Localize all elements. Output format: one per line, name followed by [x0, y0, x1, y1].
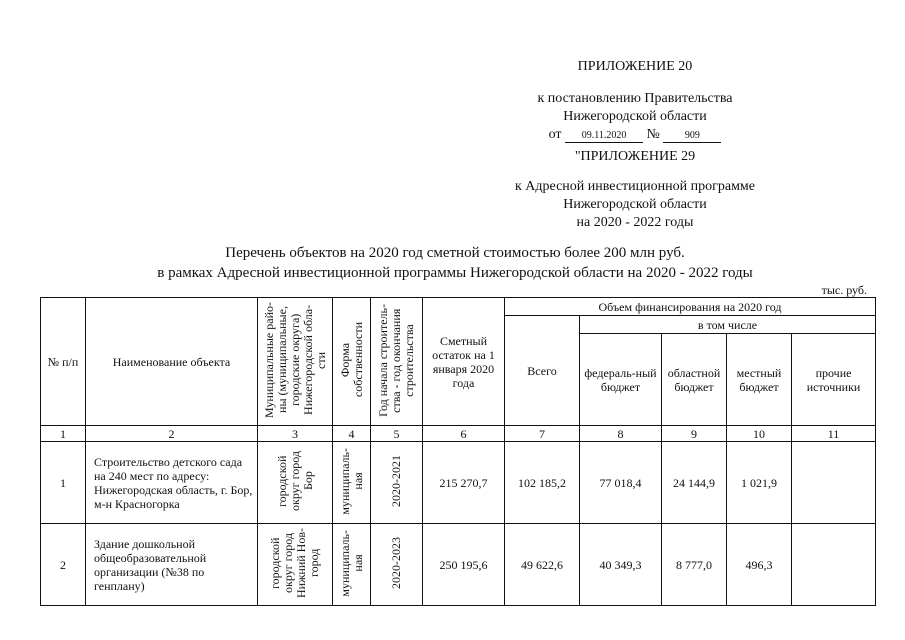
header-row-1	[41, 298, 876, 316]
col-number: 10	[727, 426, 792, 442]
appendix-29-line-3: на 2020 - 2022 годы	[576, 215, 694, 230]
col-number: 1	[41, 426, 86, 442]
header-name: Наименование объекта	[86, 298, 258, 426]
header-years-text: Год начала строитель- ства - год окончания строительства	[376, 303, 416, 417]
row-total: 102 185,2	[505, 442, 580, 524]
header-funding: Объем финансирования на 2020 год	[505, 298, 876, 316]
document-heading	[100, 243, 810, 283]
row-other	[792, 442, 876, 524]
row-years	[371, 442, 423, 524]
header-years	[371, 298, 423, 426]
column-number-row	[41, 426, 876, 442]
header-total: Всего	[505, 316, 580, 426]
col-number: 9	[662, 426, 727, 442]
table-row	[41, 442, 876, 524]
decree-date-line	[500, 126, 770, 144]
table-row	[41, 524, 876, 606]
row-regional: 24 144,9	[662, 442, 727, 524]
row-ownership	[333, 524, 371, 606]
appendix-29-title: "ПРИЛОЖЕНИЕ 29	[574, 149, 696, 164]
decree-date: 09.11.2020	[565, 130, 643, 143]
header-including: в том числе	[580, 316, 876, 334]
row-name: Строительство детского сада на 240 мест по адресу: Нижегородская область, г. Бор, м-н Красногорка	[86, 442, 258, 524]
appendix-title: ПРИЛОЖЕНИЕ 20	[577, 59, 693, 74]
row-district	[258, 442, 333, 524]
row-local: 496,3	[727, 524, 792, 606]
col-number: 6	[423, 426, 505, 442]
header-district	[258, 298, 333, 426]
row-num: 2	[41, 524, 86, 606]
appendix-29-header	[485, 148, 785, 232]
row-other	[792, 524, 876, 606]
row-local: 1 021,9	[727, 442, 792, 524]
row-regional: 8 777,0	[662, 524, 727, 606]
heading-line-2: в рамках Адресной инвестиционной программы Нижегородской области на 2020 - 2022 годы	[157, 265, 753, 281]
col-number: 8	[580, 426, 662, 442]
appendix-line-2: Нижегородской области	[563, 109, 707, 124]
appendix-header	[500, 58, 770, 144]
row-district-text: городской округ город Нижний Нов- город	[268, 528, 321, 598]
row-ownership	[333, 442, 371, 524]
date-prefix: от	[548, 127, 562, 142]
units-label: тыс. руб.	[821, 283, 867, 297]
row-ownership-text: муниципаль- ная	[337, 529, 365, 597]
appendix-29-line-2: Нижегородской области	[563, 197, 707, 212]
col-number: 3	[258, 426, 333, 442]
decree-number: 909	[663, 130, 721, 143]
header-balance: Сметный остаток на 1 января 2020 года	[423, 298, 505, 426]
objects-table	[40, 297, 876, 606]
number-prefix: №	[646, 127, 660, 142]
col-number: 4	[333, 426, 371, 442]
row-years-text: 2020-2023	[389, 537, 403, 589]
col-number: 7	[505, 426, 580, 442]
header-district-text: Муниципальные райо- ны (муниципальные, городские округа) Нижегородской обла- сти	[261, 302, 328, 418]
row-name: Здание дошкольной общеобразовательной организации (№38 по генплану)	[86, 524, 258, 606]
row-district-text: городской округ город Бор	[274, 451, 315, 511]
heading-line-1: Перечень объектов на 2020 год сметной стоимостью более 200 млн руб.	[225, 245, 685, 261]
header-federal: федераль-ный бюджет	[580, 334, 662, 426]
row-ownership-text: муниципаль- ная	[337, 447, 365, 515]
row-federal: 77 018,4	[580, 442, 662, 524]
header-regional: областной бюджет	[662, 334, 727, 426]
row-total: 49 622,6	[505, 524, 580, 606]
header-local: местный бюджет	[727, 334, 792, 426]
header-ownership-text: Форма собственности	[337, 322, 365, 398]
row-num: 1	[41, 442, 86, 524]
row-years	[371, 524, 423, 606]
header-other: прочие источники	[792, 334, 876, 426]
appendix-29-line-1: к Адресной инвестиционной программе	[514, 179, 756, 194]
header-num: № п/п	[41, 298, 86, 426]
col-number: 2	[86, 426, 258, 442]
row-federal: 40 349,3	[580, 524, 662, 606]
row-balance: 250 195,6	[423, 524, 505, 606]
row-years-text: 2020-2021	[389, 455, 403, 507]
row-district	[258, 524, 333, 606]
col-number: 5	[371, 426, 423, 442]
header-ownership	[333, 298, 371, 426]
col-number: 11	[792, 426, 876, 442]
appendix-line-1: к постановлению Правительства	[537, 91, 733, 106]
row-balance: 215 270,7	[423, 442, 505, 524]
